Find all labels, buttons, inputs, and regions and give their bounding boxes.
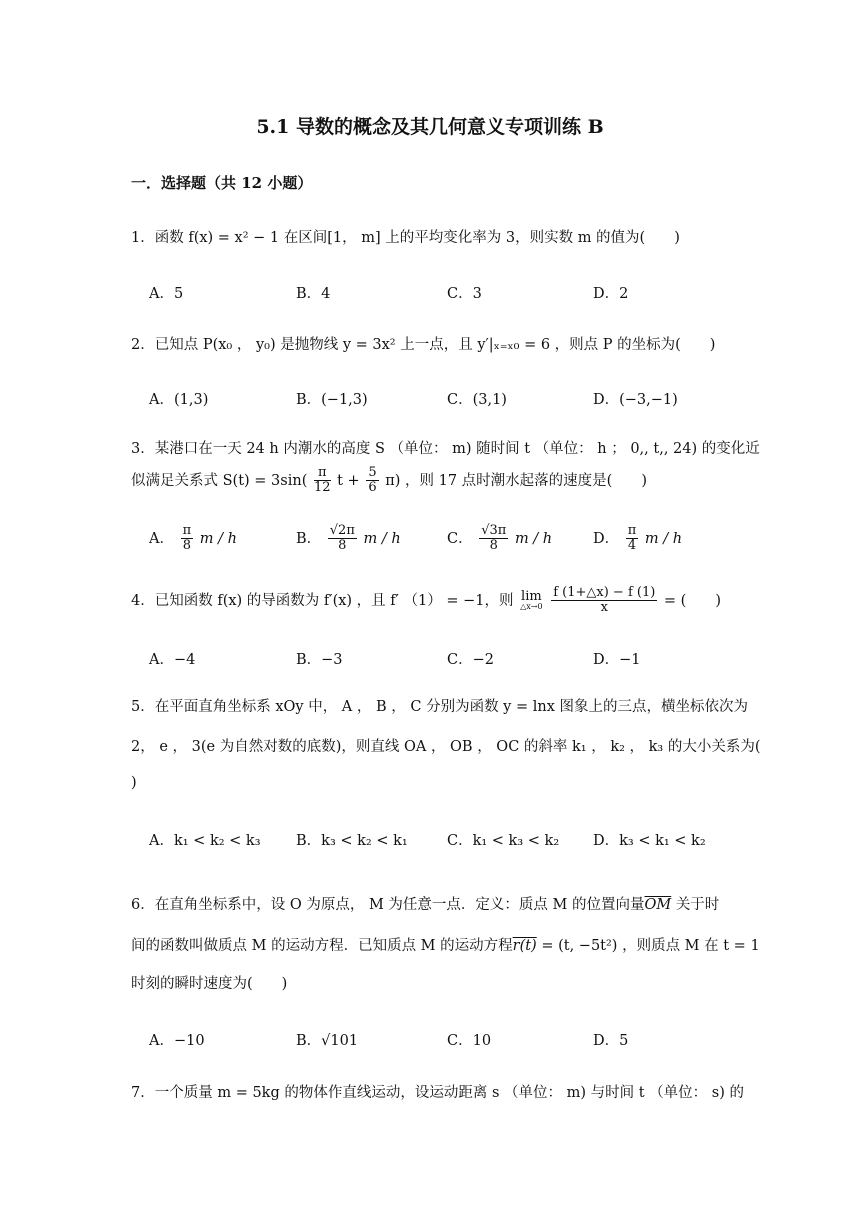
q4-option-c[interactable]: C．−2 <box>447 652 494 668</box>
q5-option-a[interactable]: A．k₁ < k₂ < k₃ <box>149 833 261 849</box>
q5-option-d[interactable]: D．k₃ < k₁ < k₂ <box>593 833 706 849</box>
q5-option-c[interactable]: C．k₁ < k₃ < k₂ <box>447 833 560 849</box>
limit-symbol: lim <box>521 589 542 605</box>
q3-fraction-5-6 <box>366 466 378 496</box>
option-label: C． <box>447 530 473 547</box>
fraction-numerator: π <box>627 523 637 538</box>
q6-line2-part-b: = (t, −5t²) ，则质点 M 在 t = 1 <box>541 938 760 954</box>
q4-limit <box>520 590 542 611</box>
q2-option-a[interactable]: A．(1,3) <box>149 392 209 408</box>
option-fraction <box>181 524 194 554</box>
option-unit: m / h <box>363 530 401 547</box>
fraction-denominator: 4 <box>627 538 637 554</box>
question-2-stem: 2．已知点 P(x₀ ， y₀) 是抛物线 y = 3x² 上一点，且 y′|ₓ₌ₓ₀ = 6 ，则点 P 的坐标为( ) <box>131 337 716 353</box>
q3-option-a[interactable] <box>149 524 237 554</box>
q2-option-d[interactable]: D．(−3,−1) <box>593 392 678 408</box>
q6-line1-part-a: 6．在直角坐标系中，设 O 为原点， M 为任意一点．定义：质点 M 的位置向量 <box>131 897 645 913</box>
q5-option-b[interactable]: B．k₃ < k₂ < k₁ <box>296 833 408 849</box>
q6-option-b[interactable]: B．√101 <box>296 1033 359 1049</box>
q4-option-d[interactable]: D．−1 <box>593 652 641 668</box>
q4-stem-part-a: 4．已知函数 f(x) 的导函数为 f′(x) ，且 f′ （1） = −1，则 <box>131 592 514 609</box>
q1-option-c[interactable]: C．3 <box>447 286 482 302</box>
q2-option-b[interactable]: B．(−1,3) <box>296 392 368 408</box>
q1-option-a[interactable]: A．5 <box>149 286 184 302</box>
vector-rt: r(t) <box>512 938 537 954</box>
question-3-stem-line1: 3．某港口在一天 24 h 内潮水的高度 S （单位： m) 随时间 t （单位： h ； 0,, t,, 24) 的变化近 <box>131 441 760 457</box>
question-1-stem: 1．函数 f(x) = x² − 1 在区间[1， m] 上的平均变化率为 3，则实数 m 的值为( ) <box>131 230 680 246</box>
question-5-stem-line1: 5．在平面直角坐标系 xOy 中， A ， B ， C 分别为函数 y = lnx 图象上的三点，横坐标依次为 <box>131 699 749 715</box>
q1-option-b[interactable]: B．4 <box>296 286 331 302</box>
q6-option-c[interactable]: C．10 <box>447 1033 492 1049</box>
vector-om: $\overline{OM}$ <box>644 897 672 913</box>
fraction-denominator: 8 <box>489 538 498 554</box>
fraction-numerator: √2π <box>329 523 355 538</box>
fraction-denominator: 8 <box>338 538 347 554</box>
fraction-numerator: 5 <box>368 465 377 480</box>
q4-option-b[interactable]: B．−3 <box>296 652 343 668</box>
q4-fraction <box>551 586 657 616</box>
q4-stem-part-b: = ( ) <box>663 592 721 609</box>
document-title: 5.1 导数的概念及其几何意义专项训练 B <box>256 116 604 138</box>
q6-line1-part-b: 关于时 <box>675 897 720 913</box>
fraction-denominator: 8 <box>182 538 191 554</box>
option-unit: m / h <box>644 530 683 547</box>
q3-option-b[interactable] <box>296 524 401 554</box>
option-fraction <box>328 524 357 554</box>
question-7-stem: 7．一个质量 m = 5kg 的物体作直线运动，设运动距离 s （单位： m) 与时间 t （单位： s) 的 <box>131 1085 744 1101</box>
option-label: B． <box>296 530 322 547</box>
fraction-denominator: 6 <box>368 480 377 496</box>
q3-fraction-pi-12 <box>314 466 331 496</box>
question-3-stem-line2 <box>131 466 647 496</box>
q6-line2-part-a: 间的函数叫做质点 M 的运动方程．已知质点 M 的运动方程 <box>131 938 513 954</box>
option-label: D． <box>593 530 620 547</box>
q3-stem-part-c: π) ，则 17 点时潮水起落的速度是( ) <box>385 472 647 489</box>
limit-subscript: △x→0 <box>520 602 543 612</box>
q3-stem-part-b: t + <box>337 472 360 489</box>
fraction-numerator: π <box>182 523 192 538</box>
q4-option-a[interactable]: A．−4 <box>149 652 196 668</box>
q3-option-d[interactable] <box>593 524 682 554</box>
question-6-stem-line2 <box>131 934 760 955</box>
option-unit: m / h <box>199 530 237 547</box>
q6-option-d[interactable]: D．5 <box>593 1033 629 1049</box>
question-4-stem <box>131 586 721 616</box>
q3-option-c[interactable] <box>447 524 552 554</box>
question-5-stem-line2: 2， e ， 3(e 为自然对数的底数)，则直线 OA ， OB ， OC 的斜率 k₁ ， k₂ ， k₃ 的大小关系为( <box>131 739 761 755</box>
question-6-stem-line3: 时刻的瞬时速度为( ) <box>131 976 288 992</box>
section-heading: 一．选择题（共 12 小题） <box>131 174 313 192</box>
fraction-numerator: √3π <box>481 523 507 538</box>
fraction-numerator: f (1+△x) − f (1) <box>553 585 656 600</box>
option-label: A． <box>149 530 174 547</box>
q3-stem-part-a: 似满足关系式 S(t) = 3sin( <box>131 472 308 489</box>
q1-option-d[interactable]: D．2 <box>593 286 629 302</box>
q2-option-c[interactable]: C．(3,1) <box>447 392 507 408</box>
q6-option-a[interactable]: A．−10 <box>149 1033 205 1049</box>
option-unit: m / h <box>514 530 553 547</box>
question-6-stem-line1 <box>131 893 719 914</box>
fraction-denominator: x <box>600 600 608 616</box>
question-5-stem-line3: ) <box>131 775 137 791</box>
fraction-numerator: π <box>314 466 331 481</box>
option-fraction <box>626 524 639 554</box>
option-fraction <box>479 524 508 554</box>
fraction-denominator: 12 <box>313 480 331 496</box>
